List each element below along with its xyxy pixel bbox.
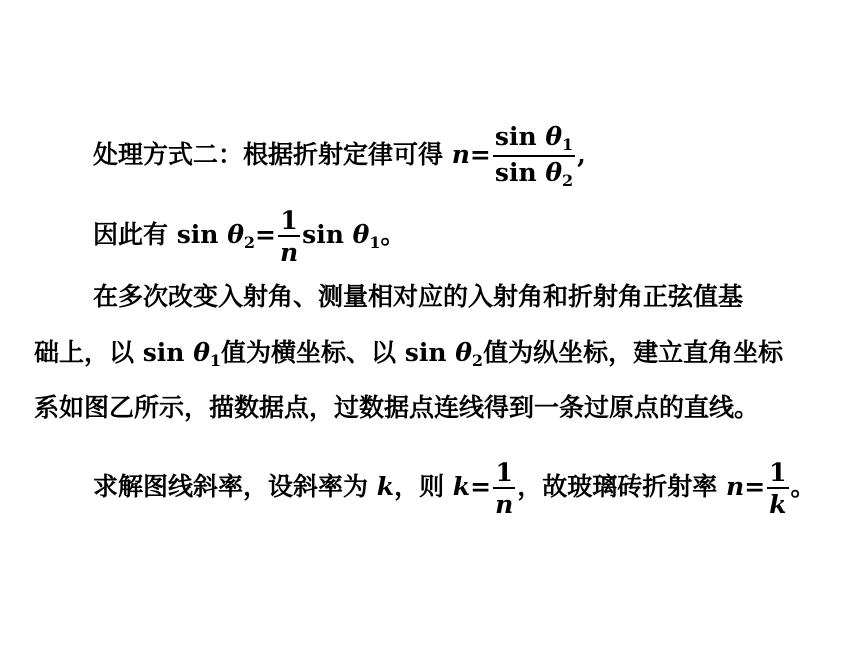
sin-label: sin xyxy=(302,220,344,249)
text-segment: 求解图线斜率，设斜率为 xyxy=(93,472,369,501)
theta-symbol: θ xyxy=(455,338,472,367)
sin-label: sin xyxy=(404,338,447,367)
paragraph-experiment-line-3: 系如图乙所示，描数据点，过数据点连线得到一条过原点的直线。 xyxy=(34,393,760,422)
equals-sign: = xyxy=(255,220,276,249)
period: 。 xyxy=(380,220,406,249)
one-over-k-fraction xyxy=(767,460,788,517)
subscript: 2 xyxy=(243,233,256,252)
theta-symbol: θ xyxy=(545,158,563,187)
var-k: k xyxy=(376,472,395,501)
fraction-numerator: 1 xyxy=(280,206,298,235)
equals-sign: = xyxy=(469,140,491,169)
sin-label: sin xyxy=(494,158,537,187)
subscript: 1 xyxy=(369,233,381,252)
theta-symbol: θ xyxy=(352,220,370,249)
theta-symbol: θ xyxy=(193,338,210,367)
therefore-prefix: 因此有 xyxy=(93,220,169,249)
subscript: 1 xyxy=(562,135,574,154)
text-segment: ，故玻璃砖折射率 xyxy=(517,472,718,501)
fraction-denominator: n xyxy=(279,238,299,267)
sin-label: sin xyxy=(142,338,185,367)
var-n: n xyxy=(451,140,470,169)
sin-label: sin xyxy=(176,220,219,249)
text-segment: 值为横坐标、以 xyxy=(221,338,397,367)
fraction-denominator: n xyxy=(495,490,514,519)
fraction-numerator: 1 xyxy=(769,458,787,487)
period: 。 xyxy=(790,472,816,501)
var-k: k xyxy=(452,472,471,501)
paragraph-method-two xyxy=(93,124,586,189)
fraction-numerator xyxy=(493,124,575,157)
fraction-numerator: 1 xyxy=(495,458,513,487)
subscript: 2 xyxy=(471,351,484,370)
paragraph-experiment-line-2 xyxy=(34,338,783,376)
method-two-prefix: 处理方式二：根据折射定律可得 xyxy=(93,140,444,169)
text-segment: 础上，以 xyxy=(34,338,135,367)
text-segment: ，则 xyxy=(394,472,445,501)
equals-sign: = xyxy=(470,472,492,501)
one-over-n-fraction xyxy=(493,460,515,517)
refraction-fraction xyxy=(493,124,575,189)
text-segment: 值为纵坐标，建立直角坐标 xyxy=(483,338,784,367)
comma: , xyxy=(577,140,586,169)
var-n: n xyxy=(726,472,745,501)
paragraph-therefore xyxy=(93,208,405,265)
theta-symbol: θ xyxy=(227,220,244,249)
equals-sign: = xyxy=(744,472,766,501)
subscript: 1 xyxy=(209,351,222,370)
sin-label: sin xyxy=(494,122,537,151)
theta-symbol: θ xyxy=(545,122,563,151)
paragraph-experiment-line-1: 在多次改变入射角、测量相对应的入射角和折射角正弦值基 xyxy=(93,282,744,311)
one-over-n-fraction xyxy=(278,208,300,265)
subscript: 2 xyxy=(562,171,574,190)
fraction-denominator: k xyxy=(769,490,787,519)
paragraph-slope xyxy=(93,460,816,517)
fraction-denominator xyxy=(493,157,575,189)
